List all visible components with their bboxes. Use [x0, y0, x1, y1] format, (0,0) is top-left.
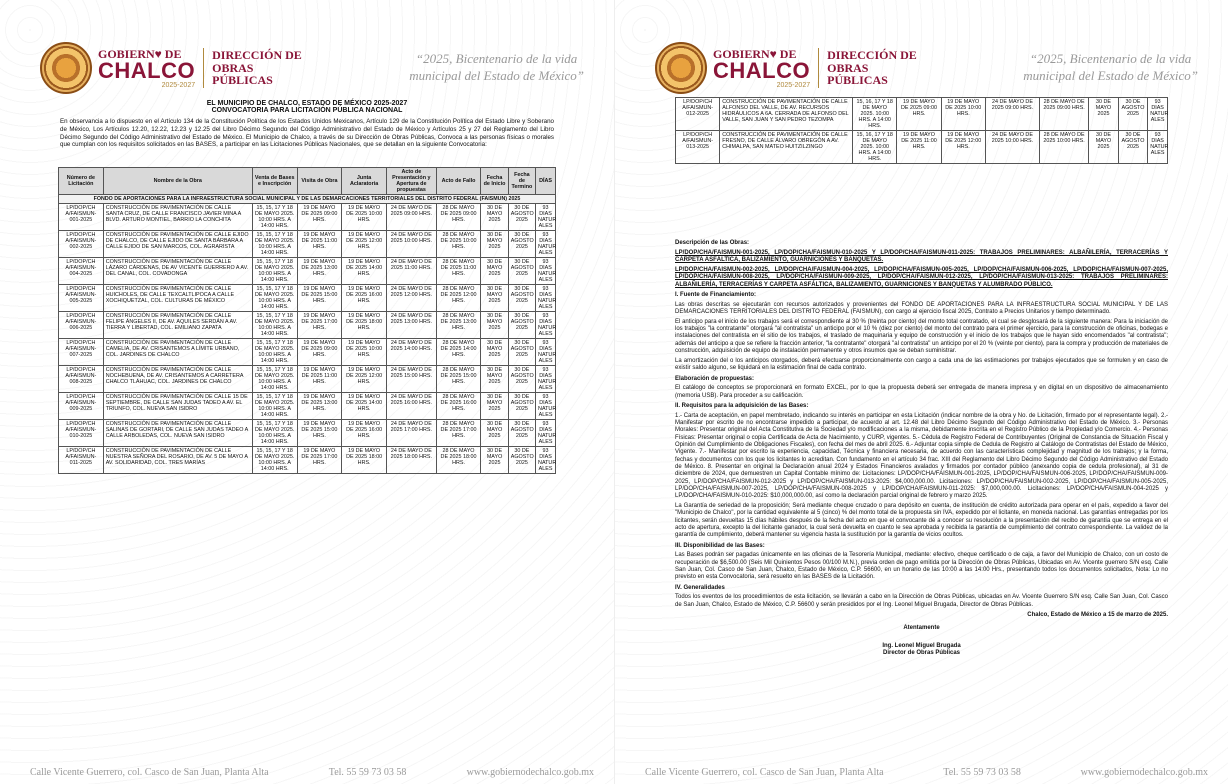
cell-venta: 15, 15, 17 Y 18 DE MAYO 2025. 10:00 HRS. A 14:00 HRS.: [252, 204, 297, 231]
header-motto: [1023, 51, 1198, 85]
cell-num: LP/DOP/CH A/FAISMUN-002-2025: [59, 231, 104, 258]
cell-obra: CONSTRUCCIÓN DE PAVIMENTACIÓN DE CALLE FELIPE ÁNGELES II, DE AV. AQUILES SERDÁN A AV. TIERRA Y LIBERTAD, COL. EMILIANO ZAPATA: [103, 312, 252, 339]
section-3-paragraph: Las Bases podrán ser pagadas únicamente en las oficinas de la Tesorería Municipal, mediante: efectivo, cheque certificado o de caja, a favor del Municipio de Chalco, con un costo de recuperación de $6,500.00 (Seis Mil Quinientos Pesos 00/100 M.N.), previa orden de pago emitida por la Dirección de Obras Públicas, Ubicadas en Av. Vicente guerrero S/N esq. Calle San Juan, Col. Casco de San Juan, Chalco, Estado de México, C.P. 56600, en un horario de las 10:00 a las 14:00 Hrs., presentando todos los documentos solicitados, Nota: Lo no previsto en esta Convocatoria, será resuelto en las BASES de la Licitación.: [675, 552, 1168, 581]
convocatoria-body: [675, 240, 1168, 657]
cell-termino: 30 DE AGOSTO 2025: [508, 312, 535, 339]
atentamente-label: Atentamente: [903, 625, 940, 632]
cell-junta: 19 DE MAYO DE 2025 12:00 HRS.: [342, 231, 387, 258]
table-row: [59, 420, 556, 447]
dept-line: DIRECCIÓN DE: [827, 48, 917, 63]
chalco-logo: [655, 42, 810, 94]
cell-obra: CONSTRUCCIÓN DE PAVIMENTACIÓN DE CALLE ALFONSO DEL VALLE, DE AV. RECURSOS HIDRÁULICOS A 6A. CERRADA DE ALFONSO DEL VALLE, SAN JUAN Y SAN PEDRO TEZOMPA: [720, 98, 853, 131]
cell-junta: 19 DE MAYO DE 2025 12:00 HRS.: [941, 131, 985, 164]
department-name: [212, 49, 302, 87]
motto-line: “2025, Bicentenario de la vida: [1029, 51, 1192, 67]
cell-num: LP/DOP/CH A/FAISMUN-007-2025: [59, 339, 104, 366]
bids-table-right-wrap: [675, 97, 1168, 164]
title-line-2: CONVOCATORIA PARA LICITACIÓN PÚBLICA NACIONAL: [211, 107, 403, 114]
cell-junta: 19 DE MAYO DE 2025 14:00 HRS.: [342, 393, 387, 420]
guarantee-paragraph: La Garantía de seriedad de la proposición; Será mediante cheque cruzado o para depósito en cuenta, de institución de crédito autorizada para operar en el país, expedido a favor del "Municipio de Chalco", por la cantidad equivalente al 5 (cinco) % del monto total de la propuesta sin IVA, expedido por el licitante, en moneda nacional. Las garantías entregadas por los licitantes, serán devueltas 15 días hábiles después de la fecha del acto en que el convocante dé a conocer su resolución a la presentación del recibo de garantía que se entrega en el acto de apertura, excepto la del licitante ganador, la cual será devuelta en cuanto le sea aprobada y recibida la garantía de cumplimiento del contrato correspondiente. La validez de la garantía de cumplimiento, deberá mantener su vigencia hasta la sustitución por la garantía de vicios ocultos.: [675, 503, 1168, 539]
cell-junta: 19 DE MAYO DE 2025 10:00 HRS.: [941, 98, 985, 131]
cell-junta: 19 DE MAYO DE 2025 10:00 HRS.: [342, 339, 387, 366]
header-divider: [818, 48, 819, 88]
cell-visita: 19 DE MAYO DE 2025 13:00 HRS.: [297, 393, 342, 420]
column-header: Fecha de Inicio: [481, 168, 508, 195]
table-header-row: [59, 168, 556, 195]
cell-visita: 19 DE MAYO DE 2025 11:00 HRS.: [297, 231, 342, 258]
column-header: Visita de Obra: [297, 168, 342, 195]
cell-dias: 93 DIAS NATUR ALES: [536, 447, 556, 474]
cell-junta: 19 DE MAYO DE 2025 16:00 HRS.: [342, 285, 387, 312]
cell-termino: 30 DE AGOSTO 2025: [508, 204, 535, 231]
description-heading: Descripción de las Obras:: [675, 240, 750, 246]
signer-name: Ing. Leonel Miguel Brugada: [882, 642, 961, 649]
cell-termino: 30 DE AGOSTO 2025: [508, 339, 535, 366]
cell-acto: 24 DE MAYO DE 2025 15:00 HRS.: [386, 366, 436, 393]
section-1-paragraph: Las obras descritas se ejecutarán con recursos autorizados y provenientes del FONDO DE APORTACIONES PARA LA INFRAESTRUCTURA SOCIAL MUNICIPAL Y DE LAS DEMARCACIONES TERRITORIALES DEL DISTRITO FEDERAL (FAISMUN), con cargo al ejercicio fiscal 2025, Contrato a Precios Unitarios y tiempo determinado.: [675, 301, 1168, 315]
cell-inicio: 30 DE MAYO 2025: [481, 393, 508, 420]
cell-num: LP/DOP/CH A/FAISMUN-006-2025: [59, 312, 104, 339]
cell-junta: 19 DE MAYO DE 2025 18:00 HRS.: [342, 312, 387, 339]
cell-fallo: 28 DE MAYO DE 2025 09:00 HRS.: [436, 204, 481, 231]
cell-num: LP/DOP/CH A/FAISMUN-005-2025: [59, 285, 104, 312]
footer-phone: Tel. 55 59 73 03 58: [328, 767, 407, 778]
cell-visita: 19 DE MAYO DE 2025 15:00 HRS.: [297, 420, 342, 447]
column-header: Nombre de la Obra: [103, 168, 252, 195]
cell-inicio: 30 DE MAYO 2025: [481, 447, 508, 474]
cell-venta: 15, 15, 17 Y 18 DE MAYO 2025. 10:00 HRS. A 14:00 HRS.: [252, 393, 297, 420]
cell-inicio: 30 DE MAYO 2025: [481, 285, 508, 312]
footer-website: www.gobiernodechalco.gob.mx: [466, 767, 594, 778]
cell-acto: 24 DE MAYO DE 2025 12:00 HRS.: [386, 285, 436, 312]
cell-visita: 19 DE MAYO DE 2025 15:00 HRS.: [297, 285, 342, 312]
page-right: [614, 0, 1228, 784]
municipal-seal-icon: [40, 42, 92, 94]
department-name: [827, 49, 917, 87]
cell-termino: 30 DE AGOSTO 2025: [508, 285, 535, 312]
footer-phone: Tel. 55 59 73 03 58: [943, 767, 1021, 778]
cell-acto: 24 DE MAYO DE 2025 17:00 HRS.: [386, 420, 436, 447]
cell-inicio: 30 DE MAYO 2025: [481, 231, 508, 258]
cell-acto: 24 DE MAYO DE 2025 14:00 HRS.: [386, 339, 436, 366]
cell-termino: 30 DE AGOSTO 2025: [1118, 98, 1148, 131]
column-header: Venta de Bases e Inscripción: [252, 168, 297, 195]
cell-acto: 24 DE MAYO DE 2025 09:00 HRS.: [386, 204, 436, 231]
cell-num: LP/DOP/CH A/FAISMUN-012-2025: [676, 98, 720, 131]
dept-line: PÚBLICAS: [212, 73, 273, 88]
signer-title: Director de Obras Públicas: [882, 650, 961, 656]
page-footer: [645, 767, 1208, 778]
cell-venta: 15, 15, 17 Y 18 DE MAYO 2025. 10:00 HRS. A 14:00 HRS.: [252, 447, 297, 474]
table-row: [59, 447, 556, 474]
cell-num: LP/DOP/CH A/FAISMUN-008-2025: [59, 366, 104, 393]
logo-gobierno-text: GOBIERN♥ DE: [98, 46, 182, 61]
section-4-paragraph: Todos los eventos de los procedimientos de esta licitación, se llevarán a cabo en la Dirección de Obras Públicas, ubicadas en Av. Vicente Guerrero S/N esq. Calle San Juan, Col. Casco de San Juan, Chalco, Estado de México, C.P. 56600 y serán presididos por el Ing. Leonel Miguel Brugada, Director de Obras Públicas.: [675, 594, 1168, 608]
cell-junta: 19 DE MAYO DE 2025 16:00 HRS.: [342, 420, 387, 447]
cell-venta: 15, 15, 17 Y 18 DE MAYO 2025. 10:00 HRS. A 14:00 HRS.: [252, 258, 297, 285]
cell-visita: 19 DE MAYO DE 2025 17:00 HRS.: [297, 447, 342, 474]
cell-inicio: 30 DE MAYO 2025: [481, 339, 508, 366]
cell-inicio: 30 DE MAYO 2025: [481, 258, 508, 285]
motto-line: “2025, Bicentenario de la vida: [415, 51, 578, 67]
cell-dias: 93 DIAS NATUR ALES: [536, 312, 556, 339]
cell-obra: CONSTRUCCIÓN DE PAVIMENTACIÓN DE CALLE 15 DE SEPTIEMBRE, DE CALLE SAN JUDAS TADEO A AV. EL TRIUNFO, COL. NUEVA SAN ISIDRO: [103, 393, 252, 420]
cell-dias: 93 DIAS NATUR ALES: [536, 366, 556, 393]
requirements-list: 1.- Carta de aceptación, en papel membretado, indicando su interés en participar en esta Licitación (indicar nombre de la obra y No. de Licitación, firmado por el representante legal). 2.- Manifestar por escrito de no encontrarse impedido a participar, de acuerdo al art. 12.48 del Libro Décimo Segundo del Código Administrativo del Estado de México. 3.- Personas Morales: Presentar original del Acta Constitutiva de la Sociedad y/o modificaciones a la misma, debidamente inscrita en el Registro Público de la Propiedad y/o Comercio. 4.- Personas Físicas: Presentar original o copia Certificada de Acta de Nacimiento, y CURP, vigentes. 5.- Cédula de Registro Federal de Contribuyentes (Original de Constancia de Situación Fiscal y Opinión del Cumplimiento de Obligaciones Fiscales), con fecha del mes de abril 2025. 6.- Adjuntar copia simple de Cedula de Registro al Catálogo de Contratistas del Estado de México, Vigente. 7.- Manifestar por escrito la experiencia, capacidad, Técnica y financiera necesaria, de acuerdo con las características complejidad y magnitud de los trabajos; y la forma, fechas y documentos con los que los licitantes lo acreditan. Con fundamento en el artículo 34 frac. XIII del Reglamento del Libro Décimo Segundo del Código Administrativo del Estado de México. 8. Presentar en original la Declaración anual 2024 y Estados Financieros avalados y firmados por contador público (anexando copia de cedula profesional), al 31 de diciembre de 2024, que demuestren un Capital Contable mínimo de: Licitaciones: LP/DOP/CHA/FAISMUN-001-2025, LP/DOP/CHA/FAISMUN-006-2025, LP/DOP/CHA/FAISMUN-009-2025, LP/DOP/CHA/FAISMUN-012-2025 y LP/DOP/CHA/FAISMUN-013-2025: $4,000,000.00. Licitaciones: LP/DOP/CHA/FAISMUN-002-2025, LP/DOP/CHA/FAISMUN-005-2025, LP/DOP/CHA/FAISMUN-007-2025, LP/DOP/CHA/FAISMUN-008-2025 y LP/DOP/CHA/FAISMUN-011-2025: $7,000,000.00. Licitaciones: LP/DOP/CHA/FAISMUN-004-2025 y LP/DOP/CHA/FAISMUN-010-2025: $10,000,000.00, así como la declaración parcial original de febrero y marzo 2025.: [675, 412, 1168, 500]
cell-fallo: 28 DE MAYO DE 2025 18:00 HRS.: [436, 447, 481, 474]
bids-table: [58, 167, 556, 474]
cell-venta: 15, 16, 17 Y 18 DE MAYO 2025. 10:00 HRS. A 14:00 HRS.: [853, 131, 897, 164]
column-header: Acto de Fallo: [436, 168, 481, 195]
header-motto: [409, 51, 584, 85]
cell-fallo: 28 DE MAYO DE 2025 17:00 HRS.: [436, 420, 481, 447]
cell-inicio: 30 DE MAYO 2025: [1089, 131, 1119, 164]
cell-num: LP/DOP/CH A/FAISMUN-013-2025: [676, 131, 720, 164]
cell-fallo: 28 DE MAYO DE 2025 13:00 HRS.: [436, 312, 481, 339]
section-2-heading: II. Requisitos para la adquisición de las Bases:: [675, 402, 809, 409]
description-group-2: LP/DOP/CHA/FAISMUN-002-2025, LP/DOP/CHA/FAISMUN-004-2025, LP/DOP/CHA/FAISMUN-005-2025, LP/DOP/CHA/FAISMUN-006-2025, LP/DOP/CHA/FAISMUN-007-2025, LP/DOP/CHA/FAISMUN-008-2025, LP/DOP/CHA/FAISMUN-009-2025, LP/DOP/CHA/FAISMUN-012-2025, LP/DOP/CHA/FAISMUN-013-2025: TRABAJOS PRELIMINARES: ALBAÑILERÍA, TERRACERÍAS Y CARPETA ASFÁLTICA, BALIZAMIENTO, GUARNICIONES Y BANQUETAS Y ALUMBRADO PÚBLICO.: [675, 266, 1168, 288]
cell-fallo: 28 DE MAYO DE 2025 16:00 HRS.: [436, 393, 481, 420]
cell-inicio: 30 DE MAYO 2025: [1089, 98, 1119, 131]
cell-inicio: 30 DE MAYO 2025: [481, 204, 508, 231]
dept-line: OBRAS: [212, 60, 254, 75]
page-header: [40, 40, 584, 96]
table-row: [59, 366, 556, 393]
logo-years: 2025-2027: [776, 81, 811, 89]
cell-visita: 19 DE MAYO DE 2025 13:00 HRS.: [297, 258, 342, 285]
document-title: [60, 100, 554, 114]
column-header: Número de Licitación: [59, 168, 104, 195]
cell-obra: CONSTRUCCIÓN DE PAVIMENTACIÓN DE CALLE EJIDO DE CHALCO, DE CALLE EJIDO DE SANTA BÁRBARA A CALLE EJIDO DE SAN MARCOS, COL. AGRARISTA: [103, 231, 252, 258]
closing-date: Chalco, Estado de México a 15 de marzo de 2025.: [1027, 612, 1168, 619]
logo-gobierno-text: GOBIERN♥ DE: [713, 46, 797, 61]
table-row: [59, 393, 556, 420]
cell-num: LP/DOP/CH A/FAISMUN-001-2025: [59, 204, 104, 231]
dept-line: PÚBLICAS: [827, 73, 888, 88]
cell-venta: 15, 15, 17 Y 18 DE MAYO 2025. 10:00 HRS. A 14:00 HRS.: [252, 366, 297, 393]
description-group-1: LP/DOP/CHA/FAISMUN-001-2025, LP/DOP/CHA/FAISMUN-010-2025 Y LP/DOP/CHA/FAISMUN-011-2025: TRABAJOS PRELIMINARES: ALBAÑILERÍA, TERRACERÍAS Y CARPETA ASFÁLTICA, BALIZAMIENTO, GUARNICIONES Y BANQUETAS.: [675, 249, 1168, 264]
chalco-logo: [40, 42, 195, 94]
cell-termino: 30 DE AGOSTO 2025: [508, 447, 535, 474]
section-4-heading: IV. Generalidades: [675, 584, 725, 591]
cell-obra: CONSTRUCCIÓN DE PAVIMENTACIÓN DE CALLE SANTA CRUZ, DE CALLE FRANCISCO JAVIER MINA A BLVD. ARTURO MONTIEL, BARRIO LA CONCHITA: [103, 204, 252, 231]
cell-acto: 24 DE MAYO DE 2025 09:00 HRS.: [985, 98, 1039, 131]
cell-dias: 93 DIAS NATUR ALES: [536, 339, 556, 366]
page-footer: [30, 767, 594, 778]
cell-visita: 19 DE MAYO DE 2025 09:00 HRS.: [897, 98, 941, 131]
logo-chalco-text: CHALCO: [98, 57, 196, 83]
cell-termino: 30 DE AGOSTO 2025: [508, 258, 535, 285]
dept-line: DIRECCIÓN DE: [212, 48, 302, 63]
signature-block: [675, 625, 1168, 657]
cell-obra: CONSTRUCCIÓN DE PAVIMENTACIÓN DE CALLE NUESTRA SEÑORA DEL ROSARIO, DE AV. 5 DE MAYO A AV. SOLIDARIDAD, COL. TRES MARÍAS: [103, 447, 252, 474]
cell-termino: 30 DE AGOSTO 2025: [508, 366, 535, 393]
cell-inicio: 30 DE MAYO 2025: [481, 312, 508, 339]
cell-junta: 19 DE MAYO DE 2025 10:00 HRS.: [342, 204, 387, 231]
cell-num: LP/DOP/CH A/FAISMUN-011-2025: [59, 447, 104, 474]
proposals-paragraph: El catálogo de conceptos se proporcionará en formato EXCEL, por lo que la propuesta deberá ser entregada de manera impresa y en digital en un dispositivo de almacenamiento (memoria USB). Para proceder a su calificación.: [675, 385, 1168, 399]
table-row: [59, 231, 556, 258]
cell-dias: 93 DIAS NATUR ALES: [536, 204, 556, 231]
motto-line: municipal del Estado de México”: [1023, 68, 1198, 83]
cell-visita: 19 DE MAYO DE 2025 09:00 HRS.: [297, 204, 342, 231]
cell-acto: 24 DE MAYO DE 2025 13:00 HRS.: [386, 312, 436, 339]
table-row: [59, 339, 556, 366]
table-row: [676, 98, 1168, 131]
cell-venta: 15, 15, 17 Y 18 DE MAYO 2025. 10:00 HRS. A 14:00 HRS.: [252, 285, 297, 312]
fondo-row: [59, 195, 556, 204]
table-row: [59, 285, 556, 312]
cell-junta: 19 DE MAYO DE 2025 12:00 HRS.: [342, 366, 387, 393]
cell-acto: 24 DE MAYO DE 2025 10:00 HRS.: [985, 131, 1039, 164]
bids-table-left-wrap: [58, 167, 556, 474]
municipal-seal-icon: [655, 42, 707, 94]
cell-fallo: 28 DE MAYO DE 2025 11:00 HRS.: [436, 258, 481, 285]
cell-num: LP/DOP/CH A/FAISMUN-004-2025: [59, 258, 104, 285]
page-header: [655, 40, 1198, 96]
footer-address: Calle Vicente Guerrero, col. Casco de San Juan, Planta Alta: [30, 767, 269, 778]
cell-num: LP/DOP/CH A/FAISMUN-010-2025: [59, 420, 104, 447]
cell-obra: CONSTRUCCIÓN DE PAVIMENTACIÓN DE CALLE SALINAS DE GORTARI, DE CALLE SAN JUDAS TADEO A CALLE ARBOLEDAS, COL. NUEVA SAN ISIDRO: [103, 420, 252, 447]
cell-junta: 19 DE MAYO DE 2025 18:00 HRS.: [342, 447, 387, 474]
cell-visita: 19 DE MAYO DE 2025 11:00 HRS.: [297, 366, 342, 393]
cell-dias: 93 DIAS NATUR ALES: [536, 420, 556, 447]
cell-inicio: 30 DE MAYO 2025: [481, 420, 508, 447]
cell-dias: 93 DIAS NATUR ALES: [536, 285, 556, 312]
cell-venta: 15, 15, 17 Y 18 DE MAYO 2025. 10:00 HRS. A 14:00 HRS.: [252, 420, 297, 447]
table-row: [59, 312, 556, 339]
cell-venta: 15, 15, 17 Y 18 DE MAYO 2025. 10:00 HRS. A 14:00 HRS.: [252, 231, 297, 258]
cell-acto: 24 DE MAYO DE 2025 10:00 HRS.: [386, 231, 436, 258]
cell-fallo: 28 DE MAYO DE 2025 15:00 HRS.: [436, 366, 481, 393]
header-divider: [203, 48, 204, 88]
logo-chalco-text: CHALCO: [713, 57, 811, 83]
cell-dias: 93 DIAS NATUR ALES: [1148, 98, 1168, 131]
cell-num: LP/DOP/CH A/FAISMUN-009-2025: [59, 393, 104, 420]
cell-dias: 93 DIAS NATUR ALES: [536, 258, 556, 285]
dept-line: OBRAS: [827, 60, 869, 75]
proposals-heading: Elaboración de propuestas:: [675, 375, 755, 382]
footer-address: Calle Vicente Guerrero, col. Casco de San Juan, Planta Alta: [645, 767, 884, 778]
cell-termino: 30 DE AGOSTO 2025: [508, 393, 535, 420]
cell-termino: 30 DE AGOSTO 2025: [508, 231, 535, 258]
cell-obra: CONSTRUCCIÓN DE PAVIMENTACIÓN DE CALLE NOCHEBUENA, DE AV. CRISANTEMOS A CARRETERA CHALCO TLÁHUAC, COL. JARDINES DE CHALCO: [103, 366, 252, 393]
cell-obra: CONSTRUCCIÓN DE PAVIMENTACIÓN DE CALLE CAMELIA, DE AV. CRISANTEMOS A LÍMITE URBANO, COL. JARDINES DE CHALCO: [103, 339, 252, 366]
cell-fallo: 28 DE MAYO DE 2025 12:00 HRS.: [436, 285, 481, 312]
cell-fallo: 28 DE MAYO DE 2025 10:00 HRS.: [436, 231, 481, 258]
bids-table-continued: [675, 97, 1168, 164]
cell-inicio: 30 DE MAYO 2025: [481, 366, 508, 393]
cell-fallo: 28 DE MAYO DE 2025 10:00 HRS.: [1040, 131, 1089, 164]
cell-termino: 30 DE AGOSTO 2025: [1118, 131, 1148, 164]
cell-acto: 24 DE MAYO DE 2025 16:00 HRS.: [386, 393, 436, 420]
intro-paragraph: En observancia a lo dispuesto en el Artículo 134 de la Constitución Política de los Estados Unidos Mexicanos, Artículo 129 de la Constitución Política del Estado Libre y Soberano de México, Los Artículos 12.20, 12.22, 12.23 y 12.25 del Libro Décimo Segundo del Código Administrativo del Estado de México y Artículos 25 y 27 del Reglamento del Libro Décimo Segundo del Código Administrativo del Estado de México. El Municipio de Chalco, a través de su Dirección de Obras Públicas, Convoca a las personas físicas o morales que cumplan con los requisitos solicitados en las BASES, a participar en las Licitaciones Públicas Nacionales, que se detallan en la siguiente Convocatoria:: [60, 118, 554, 149]
column-header: DÍAS: [536, 168, 556, 195]
logo-years: 2025-2027: [161, 81, 196, 89]
cell-obra: CONSTRUCCIÓN DE PAVIMENTACIÓN DE CALLE FRESNO, DE CALLE ÁLVARO OBREGÓN A AV. CHIMALPA, SAN MATEO HUITZILZINGO: [720, 131, 853, 164]
cell-obra: CONSTRUCCIÓN DE PAVIMENTACIÓN DE CALLE LÁZARO CÁRDENAS, DE AV VICENTE GUERRERO A AV. DEL CANAL, COL. COVADONGA: [103, 258, 252, 285]
cell-venta: 15, 15, 17 Y 18 DE MAYO 2025. 10:00 HRS. A 14:00 HRS.: [252, 312, 297, 339]
table-row: [59, 204, 556, 231]
amortization-paragraph: La amortización del o los anticipos otorgados, deberá efectuarse proporcionalmente con cargo a cada una de las estimaciones por trabajos ejecutados que se formulen y en caso de existir saldo alguno, se liquidará en la estimación final de cada contrato.: [675, 357, 1168, 372]
motto-line: municipal del Estado de México”: [409, 68, 584, 83]
cell-fallo: 28 DE MAYO DE 2025 14:00 HRS.: [436, 339, 481, 366]
cell-termino: 30 DE AGOSTO 2025: [508, 420, 535, 447]
cell-fallo: 28 DE MAYO DE 2025 09:00 HRS.: [1040, 98, 1089, 131]
column-header: Junta Aclaratoria: [342, 168, 387, 195]
section-1-heading: I. Fuente de Financiamiento:: [675, 291, 757, 298]
table-row: [59, 258, 556, 285]
column-header: Acto de Presentación y Apertura de propuestas: [386, 168, 436, 195]
advance-paragraph: El anticipo para el inicio de los trabajos será el correspondiente al 30 % (treinta por ciento) del monto total contratado, el cual se desglosará de la siguiente manera: Para la iniciación de los trabajos "la contratante" otorgará "al contratista" un anticipo por el 10 % (diez por ciento) del monto del contrato para el primer ejercicio, para la construcción de oficinas, bodegas e instalaciones del contratista en el sitio de los trabajos, el traslado de maquinaria y equipo de construcción y el inicio de los trabajos que le hayan sido encomendados "al contratista"; además del anticipo a que se refiere la fracción anterior, "la contratante" otorgará "al contratista" un anticipo por el 20 % (veinte por ciento), para la compra y producción de materiales de construcción, adquisición de equipo de instalación permanente y otros insumos que se deban suministrar.: [675, 318, 1168, 355]
table-row: [676, 131, 1168, 164]
section-3-heading: III. Disponibilidad de las Bases:: [675, 542, 765, 549]
cell-obra: CONSTRUCCIÓN DE PAVIMENTACIÓN DE CALLE HUICHOLES, DE CALLE TEXCALTLIPOCA A CALLE XOCHIQUETZAL, COL. CULTURAS DE MÉXICO: [103, 285, 252, 312]
cell-dias: 93 DIAS NATUR ALES: [1148, 131, 1168, 164]
cell-junta: 19 DE MAYO DE 2025 14:00 HRS.: [342, 258, 387, 285]
cell-visita: 19 DE MAYO DE 2025 09:00 HRS.: [297, 339, 342, 366]
cell-acto: 24 DE MAYO DE 2025 11:00 HRS.: [386, 258, 436, 285]
cell-venta: 15, 15, 17 Y 18 DE MAYO 2025. 10:00 HRS. A 14:00 HRS.: [252, 339, 297, 366]
title-line-1: EL MUNICIPIO DE CHALCO, ESTADO DE MÉXICO 2025-2027: [206, 100, 408, 107]
fondo-label: FONDO DE APORTACIONES PARA LA INFRAESTRUCTURA SOCIAL MUNICIPAL Y DE LAS DEMARCACIONES TERRITORIALES DEL DISTRITO FEDERAL (FAISMUN) 2025: [59, 195, 556, 204]
cell-venta: 15, 16, 17 Y 18 DE MAYO 2025. 10:00 HRS. A 14:00 HRS.: [853, 98, 897, 131]
cell-dias: 93 DIAS NATUR ALES: [536, 231, 556, 258]
footer-website: www.gobiernodechalco.gob.mx: [1080, 767, 1208, 778]
cell-visita: 19 DE MAYO DE 2025 11:00 HRS.: [897, 131, 941, 164]
cell-acto: 24 DE MAYO DE 2025 18:00 HRS.: [386, 447, 436, 474]
cell-visita: 19 DE MAYO DE 2025 17:00 HRS.: [297, 312, 342, 339]
column-header: Fecha de Termino: [508, 168, 535, 195]
cell-dias: 93 DIAS NATUR ALES: [536, 393, 556, 420]
